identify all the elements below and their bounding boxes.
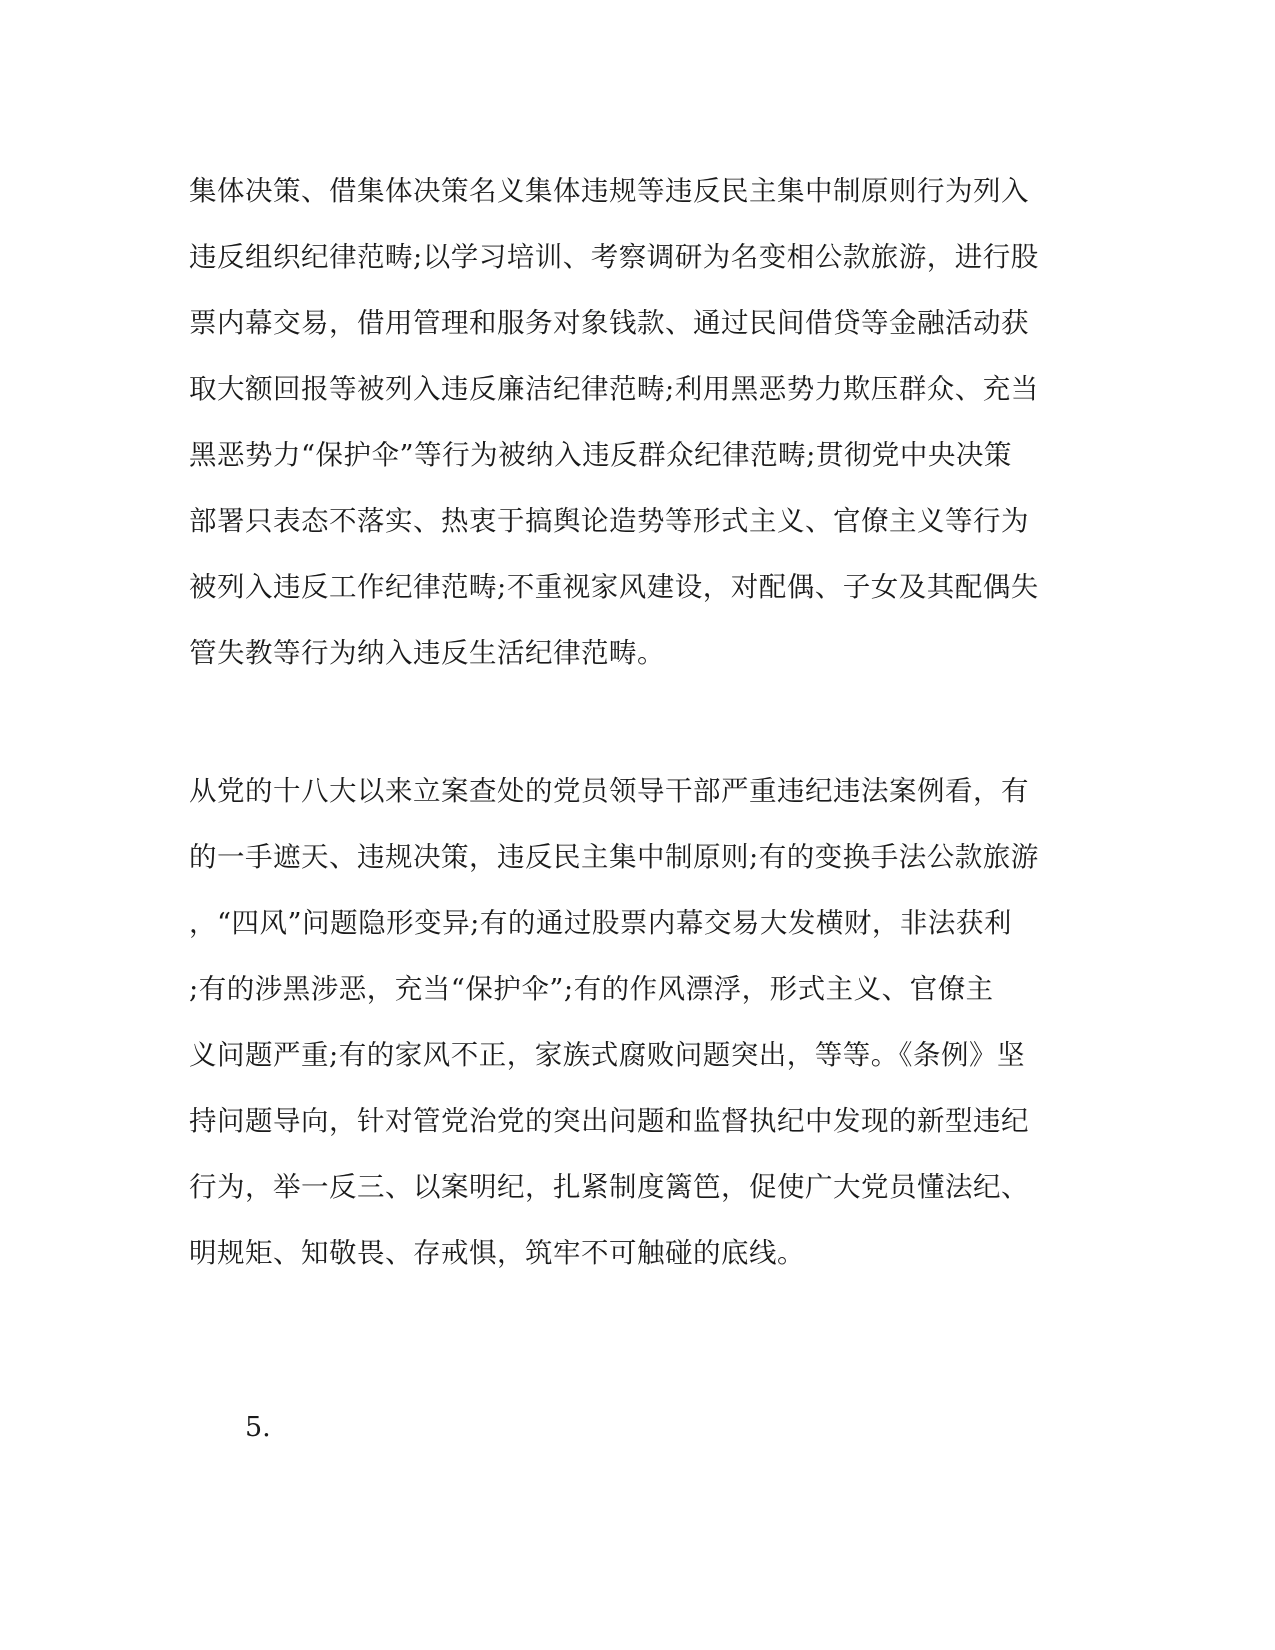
paragraph-line: 明规矩、知敬畏、存戒惧，筑牢不可触碰的底线。 <box>189 1237 805 1269</box>
paragraph-line: 持问题导向，针对管党治党的突出问题和监督执纪中发现的新型违纪 <box>189 1105 1029 1137</box>
paragraph-line: 违反组织纪律范畴;以学习培训、考察调研为名变相公款旅游，进行股 <box>189 241 1039 273</box>
paragraph-line: 行为，举一反三、以案明纪，扎紧制度篱笆，促使广大党员懂法纪、 <box>189 1171 1029 1203</box>
paragraph-line: 黑恶势力“保护伞”等行为被纳入违反群众纪律范畴;贯彻党中央决策 <box>189 439 1012 471</box>
page-number: 5. <box>245 1412 271 1443</box>
paragraph-line: 部署只表态不落实、热衷于搞舆论造势等形式主义、官僚主义等行为 <box>189 505 1029 537</box>
paragraph-line: 票内幕交易，借用管理和服务对象钱款、通过民间借贷等金融活动获 <box>189 307 1029 339</box>
paragraph-line: 从党的十八大以来立案查处的党员领导干部严重违纪违法案例看，有 <box>189 775 1029 807</box>
paragraph-line: 被列入违反工作纪律范畴;不重视家风建设，对配偶、子女及其配偶失 <box>189 571 1039 603</box>
paragraph-1 <box>189 158 1089 686</box>
paragraph-line: 集体决策、借集体决策名义集体违规等违反民主集中制原则行为列入 <box>189 175 1029 207</box>
paragraph-line: ，“四风”问题隐形变异;有的通过股票内幕交易大发横财，非法获利 <box>189 907 1012 939</box>
paragraph-line: 的一手遮天、违规决策，违反民主集中制原则;有的变换手法公款旅游 <box>189 841 1039 873</box>
paragraph-line: 义问题严重;有的家风不正，家族式腐败问题突出，等等。《条例》坚 <box>189 1039 1026 1071</box>
paragraph-line: ;有的涉黑涉恶，充当“保护伞”;有的作风漂浮，形式主义、官僚主 <box>189 973 994 1005</box>
paragraph-line: 取大额回报等被列入违反廉洁纪律范畴;利用黑恶势力欺压群众、充当 <box>189 373 1039 405</box>
paragraph-2 <box>189 758 1089 1286</box>
paragraph-line: 管失教等行为纳入违反生活纪律范畴。 <box>189 637 665 669</box>
